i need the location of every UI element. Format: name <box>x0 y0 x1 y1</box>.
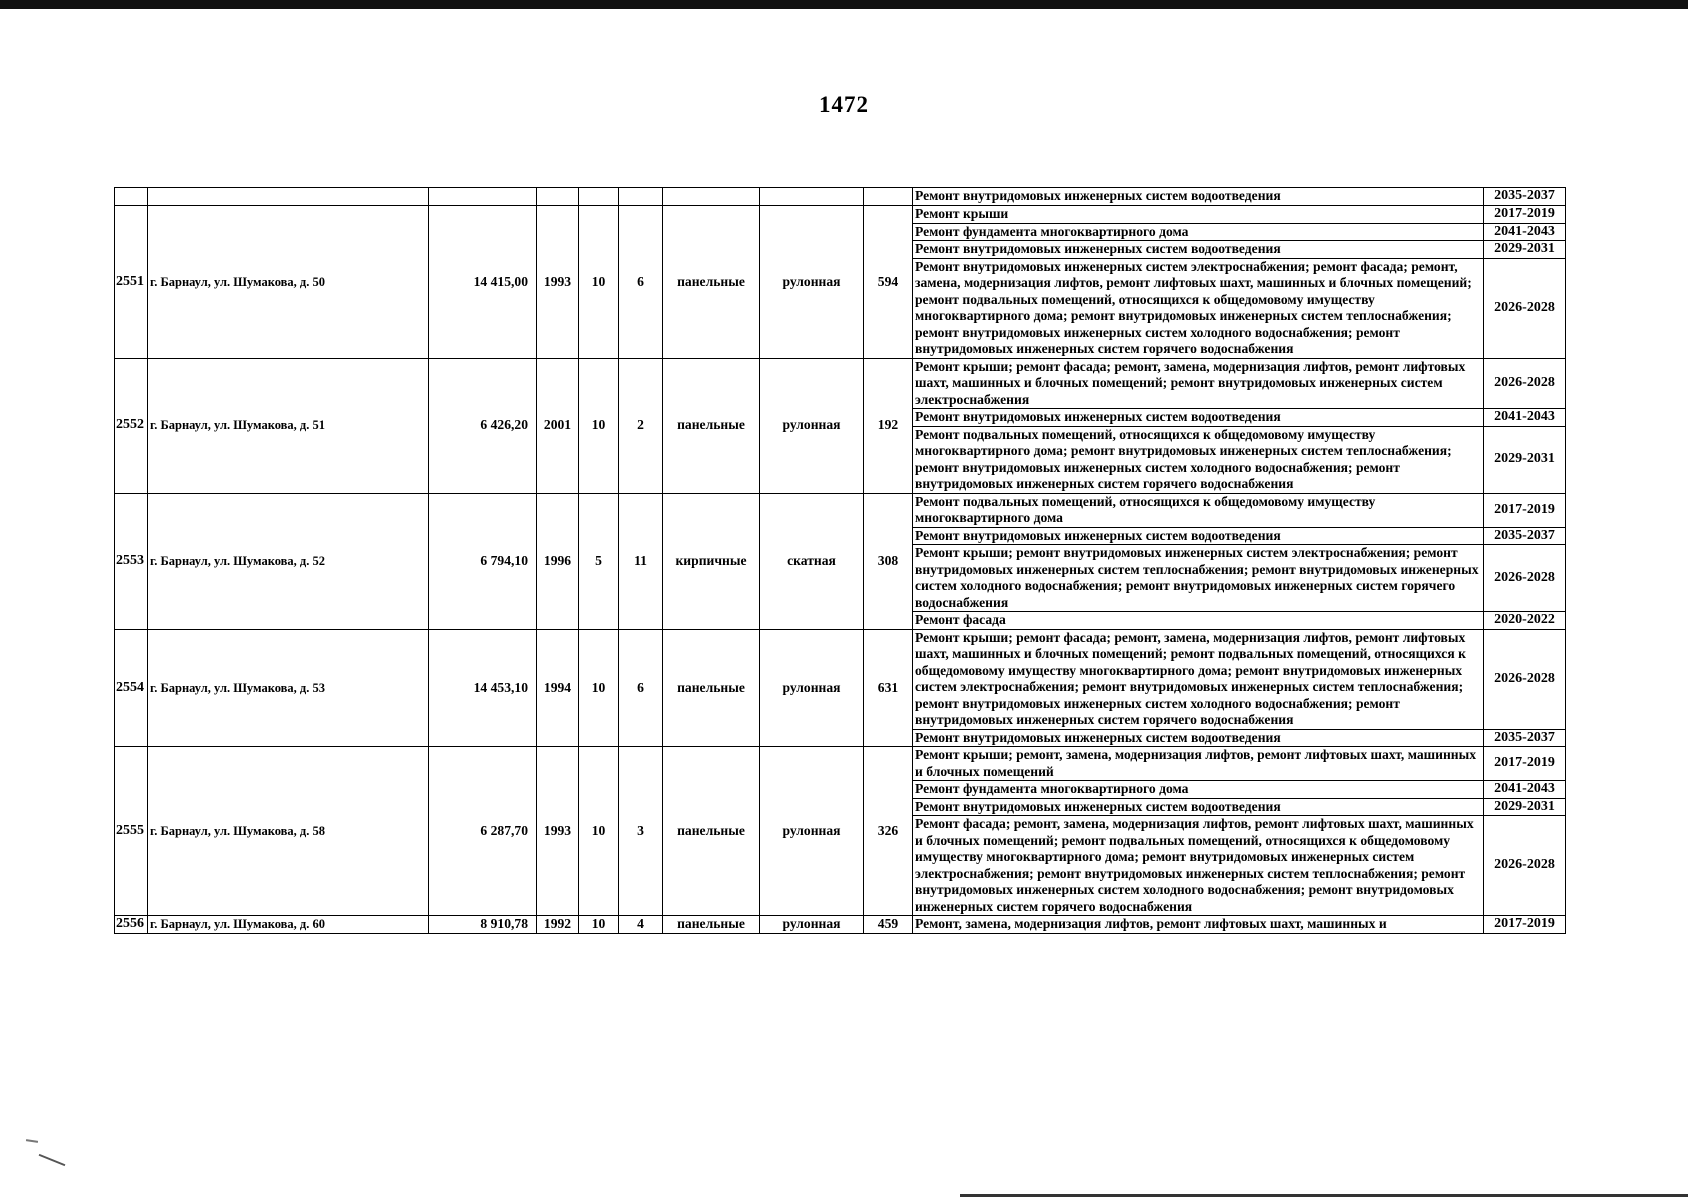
entrances-count: 3 <box>619 747 663 916</box>
roof-type: скатная <box>760 493 864 629</box>
residents-count: 594 <box>864 206 913 359</box>
house-address: г. Барнаул, ул. Шумакова, д. 52 <box>148 493 429 629</box>
work-period: 2026-2028 <box>1484 629 1566 729</box>
entrances-count: 6 <box>619 206 663 359</box>
work-period: 2035-2037 <box>1484 729 1566 747</box>
work-period: 2026-2028 <box>1484 816 1566 916</box>
work-description: Ремонт фундамента многоквартирного дома <box>913 781 1484 799</box>
roof-type: рулонная <box>760 747 864 916</box>
work-description: Ремонт фасада <box>913 612 1484 630</box>
residents-count: 308 <box>864 493 913 629</box>
work-description: Ремонт фасада; ремонт, замена, модернизация лифтов, ремонт лифтовых шахт, машинных и блочных помещений; ремонт подвальных помещений, относящихся к общедомовому имуществу многоквартирного дома; ремонт внутридомовых инженерных систем электроснабжения; ремонт внутридомовых инженерных систем теплоснабжения; ремонт внутридомовых инженерных систем холодного водоснабжения; ремонт внутридомовых инженерных систем горячего водоснабжения <box>913 816 1484 916</box>
empty-cell <box>429 188 537 206</box>
work-description: Ремонт внутридомовых инженерных систем водоотведения <box>913 527 1484 545</box>
commission-year: 2001 <box>537 358 579 493</box>
work-period: 2017-2019 <box>1484 493 1566 527</box>
total-area: 14 453,10 <box>429 629 537 747</box>
total-area: 6 426,20 <box>429 358 537 493</box>
empty-cell <box>619 188 663 206</box>
work-period: 2017-2019 <box>1484 206 1566 224</box>
entrances-count: 4 <box>619 916 663 934</box>
total-area: 8 910,78 <box>429 916 537 934</box>
floors-count: 5 <box>579 493 619 629</box>
empty-cell <box>663 188 760 206</box>
work-description: Ремонт внутридомовых инженерных систем водоотведения <box>913 409 1484 427</box>
floors-count: 10 <box>579 629 619 747</box>
wall-material: панельные <box>663 916 760 934</box>
table-row <box>115 206 1566 224</box>
commission-year: 1994 <box>537 629 579 747</box>
table-row <box>115 747 1566 781</box>
wall-material: панельные <box>663 206 760 359</box>
entrances-count: 6 <box>619 629 663 747</box>
work-period: 2035-2037 <box>1484 527 1566 545</box>
work-description: Ремонт крыши; ремонт, замена, модернизация лифтов, ремонт лифтовых шахт, машинных и блочных помещений <box>913 747 1484 781</box>
house-number: 2552 <box>115 358 148 493</box>
house-number: 2555 <box>115 747 148 916</box>
empty-cell <box>864 188 913 206</box>
work-period: 2041-2043 <box>1484 223 1566 241</box>
entrances-count: 2 <box>619 358 663 493</box>
table-row <box>115 188 1566 206</box>
total-area: 6 287,70 <box>429 747 537 916</box>
empty-cell <box>760 188 864 206</box>
house-number: 2556 <box>115 916 148 934</box>
floors-count: 10 <box>579 206 619 359</box>
work-description: Ремонт внутридомовых инженерных систем водоотведения <box>913 798 1484 816</box>
total-area: 6 794,10 <box>429 493 537 629</box>
roof-type: рулонная <box>760 629 864 747</box>
work-period: 2029-2031 <box>1484 241 1566 259</box>
page-number: 1472 <box>819 92 869 117</box>
work-period: 2026-2028 <box>1484 545 1566 612</box>
house-address: г. Барнаул, ул. Шумакова, д. 51 <box>148 358 429 493</box>
house-address: г. Барнаул, ул. Шумакова, д. 53 <box>148 629 429 747</box>
work-period: 2026-2028 <box>1484 258 1566 358</box>
scan-artifact <box>26 1139 38 1143</box>
work-description: Ремонт, замена, модернизация лифтов, ремонт лифтовых шахт, машинных и <box>913 916 1484 934</box>
residents-count: 326 <box>864 747 913 916</box>
work-description: Ремонт крыши <box>913 206 1484 224</box>
residents-count: 459 <box>864 916 913 934</box>
work-period: 2026-2028 <box>1484 358 1566 409</box>
work-description: Ремонт подвальных помещений, относящихся к общедомовому имуществу многоквартирного дома; ремонт внутридомовых инженерных систем теплоснабжения; ремонт внутридомовых инженерных систем холодного водоснабжения; ремонт внутридомовых инженерных систем горячего водоснабжения <box>913 426 1484 493</box>
house-number: 2554 <box>115 629 148 747</box>
work-period: 2041-2043 <box>1484 409 1566 427</box>
commission-year: 1992 <box>537 916 579 934</box>
floors-count: 10 <box>579 916 619 934</box>
work-description: Ремонт фундамента многоквартирного дома <box>913 223 1484 241</box>
wall-material: панельные <box>663 629 760 747</box>
house-address: г. Барнаул, ул. Шумакова, д. 50 <box>148 206 429 359</box>
scan-top-border <box>0 0 1688 9</box>
house-number: 2551 <box>115 206 148 359</box>
work-description: Ремонт внутридомовых инженерных систем водоотведения <box>913 188 1484 206</box>
work-period: 2017-2019 <box>1484 916 1566 934</box>
table-row <box>115 916 1566 934</box>
wall-material: кирпичные <box>663 493 760 629</box>
house-number: 2553 <box>115 493 148 629</box>
house-address: г. Барнаул, ул. Шумакова, д. 58 <box>148 747 429 916</box>
floors-count: 10 <box>579 358 619 493</box>
floors-count: 10 <box>579 747 619 916</box>
work-description: Ремонт внутридомовых инженерных систем электроснабжения; ремонт фасада; ремонт, замена, модернизация лифтов, ремонт лифтовых шахт, машинных и блочных помещений; ремонт подвальных помещений, относящихся к общедомовому имуществу многоквартирного дома; ремонт внутридомовых инженерных систем теплоснабжения; ремонт внутридомовых инженерных систем холодного водоснабжения; ремонт внутридомовых инженерных систем горячего водоснабжения <box>913 258 1484 358</box>
house-address: г. Барнаул, ул. Шумакова, д. 60 <box>148 916 429 934</box>
roof-type: рулонная <box>760 358 864 493</box>
residents-count: 192 <box>864 358 913 493</box>
work-description: Ремонт крыши; ремонт фасада; ремонт, замена, модернизация лифтов, ремонт лифтовых шахт, машинных и блочных помещений; ремонт подвальных помещений, относящихся к общедомовому имуществу многоквартирного дома; ремонт внутридомовых инженерных систем электроснабжения; ремонт внутридомовых инженерных систем теплоснабжения; ремонт внутридомовых инженерных систем холодного водоснабжения; ремонт внутридомовых инженерных систем горячего водоснабжения <box>913 629 1484 729</box>
roof-type: рулонная <box>760 916 864 934</box>
work-description: Ремонт подвальных помещений, относящихся к общедомовому имуществу многоквартирного дома <box>913 493 1484 527</box>
wall-material: панельные <box>663 358 760 493</box>
table-body <box>115 188 1566 934</box>
commission-year: 1993 <box>537 206 579 359</box>
work-description: Ремонт крыши; ремонт внутридомовых инженерных систем электроснабжения; ремонт внутридомовых инженерных систем теплоснабжения; ремонт внутридомовых инженерных систем холодного водоснабжения; ремонт внутридомовых инженерных систем горячего водоснабжения <box>913 545 1484 612</box>
work-period: 2029-2031 <box>1484 426 1566 493</box>
work-period: 2017-2019 <box>1484 747 1566 781</box>
roof-type: рулонная <box>760 206 864 359</box>
table-row <box>115 358 1566 409</box>
housing-repair-table <box>114 187 1566 934</box>
table-row <box>115 629 1566 729</box>
commission-year: 1996 <box>537 493 579 629</box>
entrances-count: 11 <box>619 493 663 629</box>
empty-cell <box>115 188 148 206</box>
scan-bottom-line <box>960 1194 1688 1197</box>
residents-count: 631 <box>864 629 913 747</box>
work-period: 2035-2037 <box>1484 188 1566 206</box>
work-description: Ремонт внутридомовых инженерных систем водоотведения <box>913 729 1484 747</box>
empty-cell <box>537 188 579 206</box>
scan-artifact <box>39 1154 66 1166</box>
commission-year: 1993 <box>537 747 579 916</box>
empty-cell <box>148 188 429 206</box>
total-area: 14 415,00 <box>429 206 537 359</box>
work-description: Ремонт внутридомовых инженерных систем водоотведения <box>913 241 1484 259</box>
wall-material: панельные <box>663 747 760 916</box>
work-period: 2029-2031 <box>1484 798 1566 816</box>
work-description: Ремонт крыши; ремонт фасада; ремонт, замена, модернизация лифтов, ремонт лифтовых шахт, машинных и блочных помещений; ремонт внутридомовых инженерных систем электроснабжения <box>913 358 1484 409</box>
empty-cell <box>579 188 619 206</box>
work-period: 2041-2043 <box>1484 781 1566 799</box>
table-row <box>115 493 1566 527</box>
work-period: 2020-2022 <box>1484 612 1566 630</box>
